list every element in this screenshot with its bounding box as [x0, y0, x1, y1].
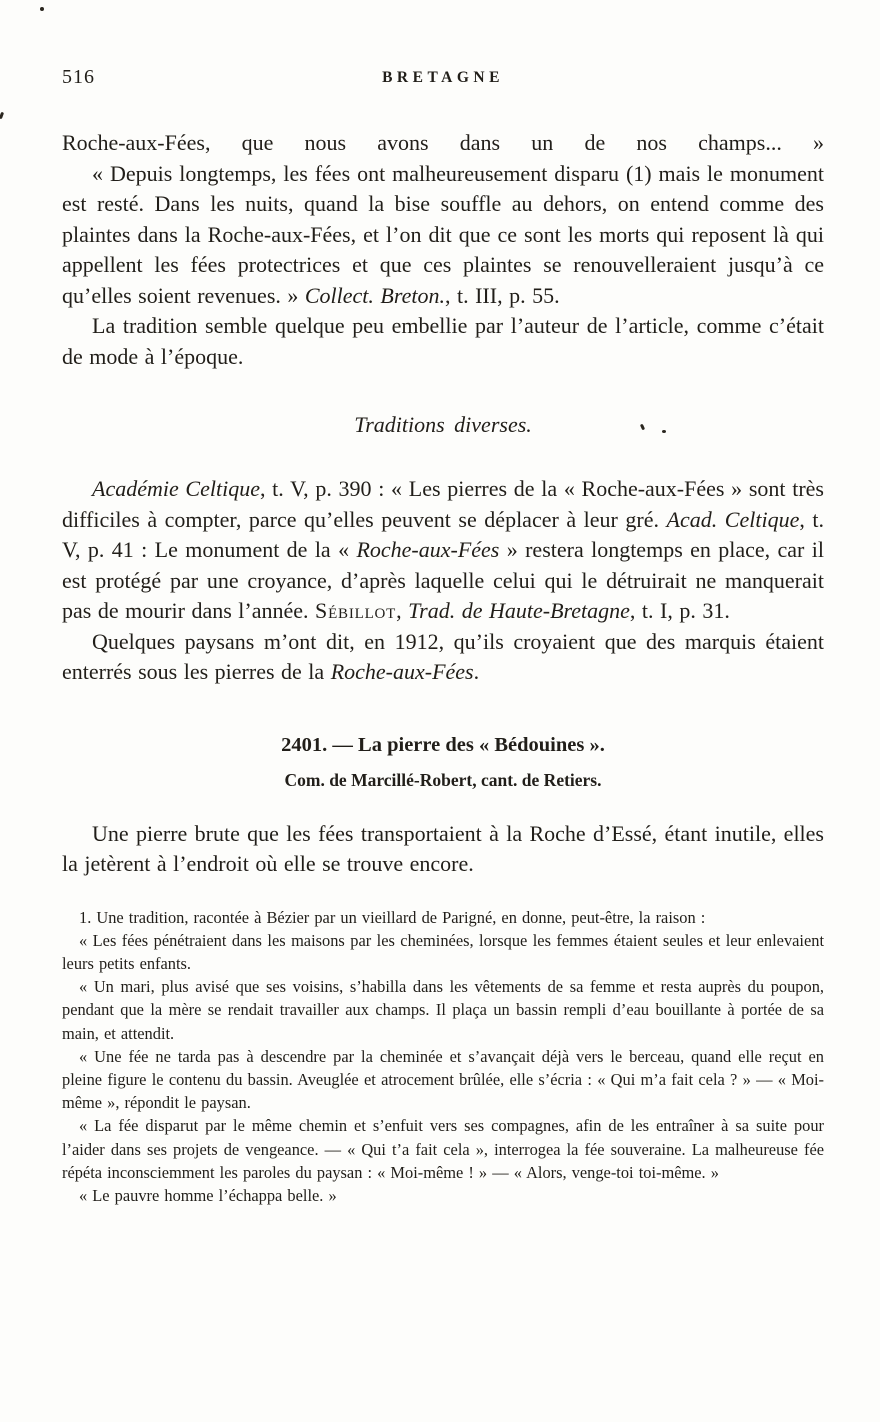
body-paragraph: « Depuis longtemps, les fées ont malheureusement disparu (1) mais le monument est resté. Dans les nuits, quand la bise souffle au dehors, on entend comme des plaintes dans la Roche-aux-Fées, et l’on dit que ce sont les morts qui reposent là qui appellent les fées protectrices et que ces plaintes se renouvelleraient jusqu’à ce qu’elles soient revenues. » Collect. Breton., t. III, p. 55.	[62, 160, 824, 308]
footnote-paragraph: 1. Une tradition, racontée à Bézier par un vieillard de Parigné, en donne, peut-être, la raison :	[79, 907, 706, 927]
footnote-paragraph: « Une fée ne tarda pas à descendre par la cheminée et s’avançait déjà vers le berceau, quand elle reçut en pleine figure le contenu du bassin. Aveuglée et atrocement brûlée, elle s’écria : « Qui m’a fait cela ? » — « Moi-même », répondit le paysan.	[62, 1046, 824, 1113]
footnote-paragraph: « La fée disparut par le même chemin et s’enfuit vers ses compagnes, afin de les entraîner à sa suite pour l’aider dans ses projets de vengeance. — « Qui t’a fait cela », interrogea la fée souveraine. La malheureuse fée répéta inconsciemment les paroles du paysan : « Moi-même ! » — « Alors, venge-toi toi-même. »	[62, 1116, 824, 1182]
page-body	[62, 128, 824, 1207]
body-paragraph: Académie Celtique, t. V, p. 390 : « Les pierres de la « Roche-aux-Fées » sont très difficiles à compter, parce qu’elles peuvent se déplacer à leur gré. Acad. Celtique, t. V, p. 41 : Le monument de la « Roche-aux-Fées » restera longtemps en place, car il est protégé par une croyance, d’après laquelle celui qui le détruirait ne manquerait pas de mourir dans l’année. Sébillot, Trad. de Haute-Bretagne, t. I, p. 31.	[62, 476, 825, 623]
body-paragraph: La tradition semble quelque peu embellie par l’auteur de l’article, comme c’était de mode à l’époque.	[62, 313, 824, 369]
footnote-paragraph: « Le pauvre homme l’échappa belle. »	[79, 1185, 337, 1205]
page-header	[62, 66, 824, 94]
body-paragraph: Une pierre brute que les fées transportaient à la Roche d’Essé, étant inutile, elles la jetèrent à l’endroit où elle se trouve encore.	[62, 820, 824, 876]
scan-speck	[0, 112, 4, 120]
running-title: BRETAGNE	[382, 69, 504, 86]
scan-speck	[40, 7, 44, 11]
footnote-paragraph: « Les fées pénétraient dans les maisons par les cheminées, lorsque les femmes étaient seules et leur enlevaient leurs petits enfants.	[62, 930, 824, 973]
entry-subheading: Com. de Marcillé-Robert, cant. de Retiers.	[284, 769, 602, 790]
scan-speck	[662, 430, 666, 433]
section-heading: Traditions diverses.	[354, 412, 532, 437]
footnotes-block	[62, 906, 824, 1208]
page-number: 516	[62, 66, 95, 88]
body-paragraph: Quelques paysans m’ont dit, en 1912, qu’ils croyaient que des marquis étaient enterrés sous les pierres de la Roche-aux-Fées.	[62, 628, 824, 684]
footnote-paragraph: « Un mari, plus avisé que ses voisins, s’habilla dans les vêtements de sa femme et resta auprès du poupon, pendant que la mère se rendait travailler aux champs. Il plaça un bassin rempli d’eau bouillante à portée de sa main, et attendit.	[62, 977, 824, 1043]
entry-heading: 2401. — La pierre des « Bédouines ».	[281, 733, 605, 756]
body-paragraph-continuation: Roche-aux-Fées, que nous avons dans un de nos champs... »	[62, 130, 824, 155]
